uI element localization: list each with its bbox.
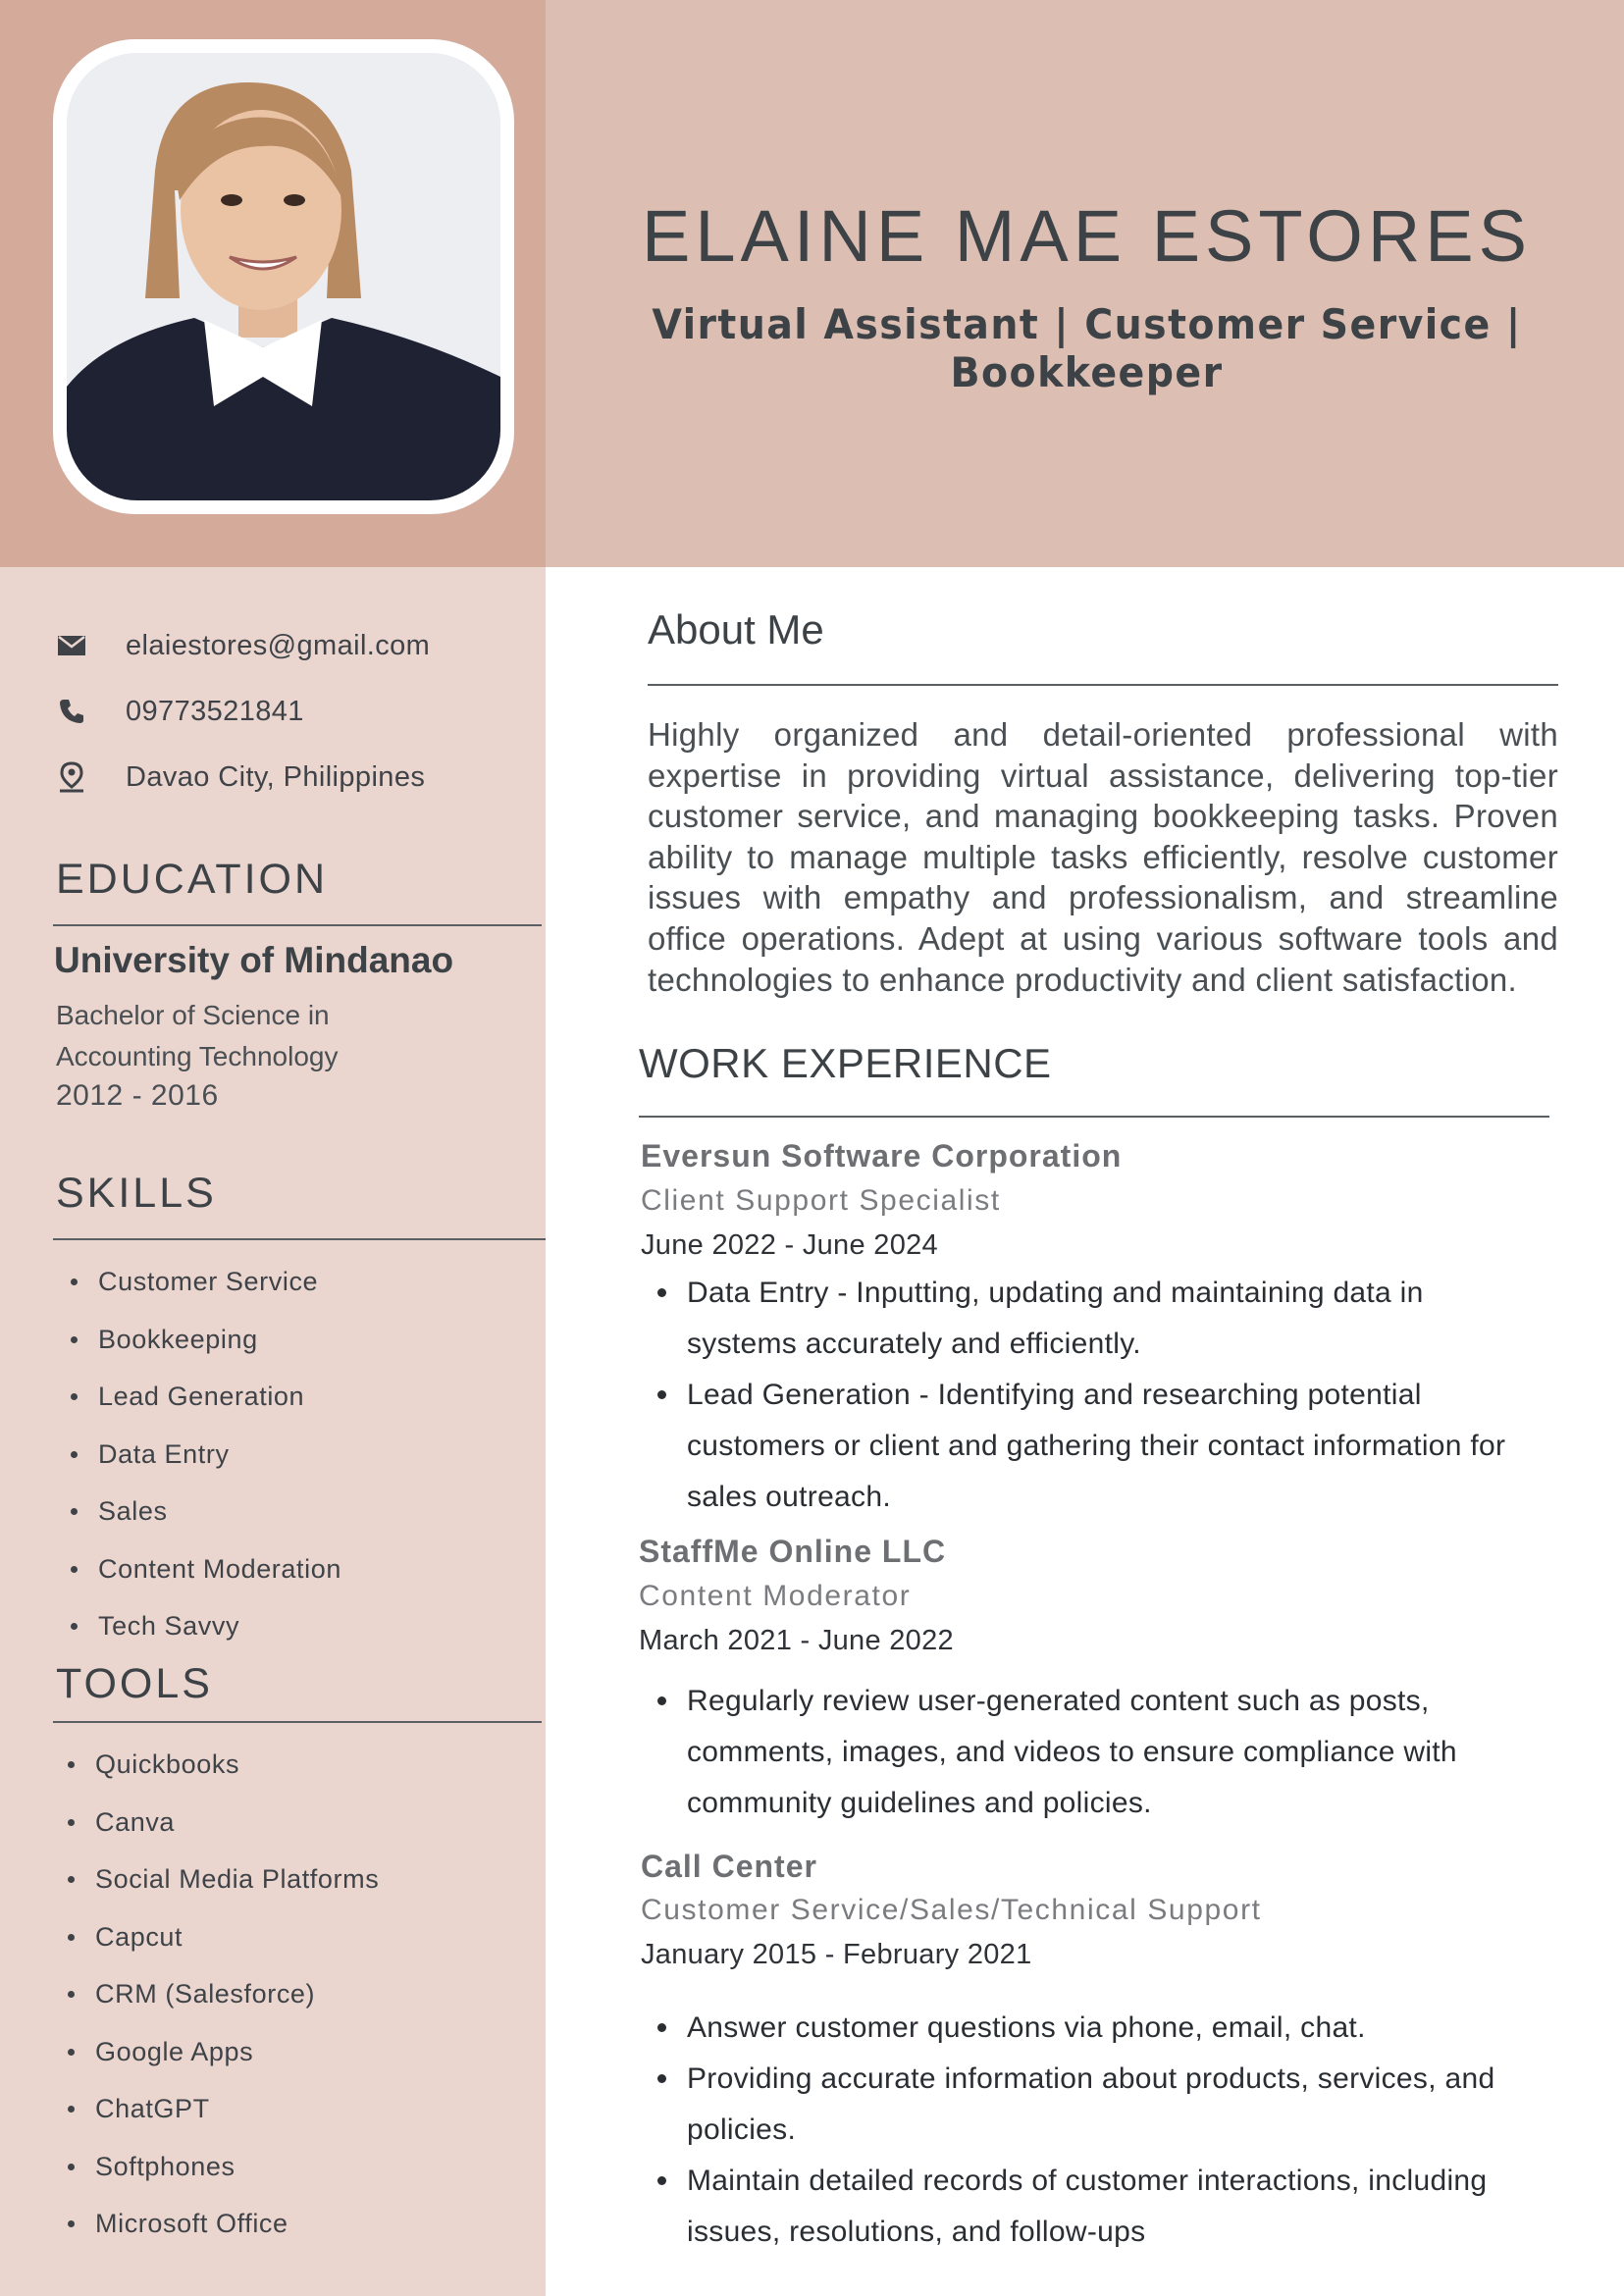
- contact-phone: [53, 692, 304, 731]
- job-company: StaffMe Online LLC: [639, 1534, 947, 1569]
- education-years: 2012 - 2016: [56, 1079, 219, 1112]
- about-text: Highly organized and detail-oriented professional with expertise in providing virtual assistance, delivering top-tier customer service, and managing bookkeeping tasks. Proven ability to manage multiple tasks efficiently, resolve customer issues with empathy and professionalism, and streamline office operations. Adept at using various software tools and technologies to enhance productivity and client satisfaction.: [648, 716, 1558, 998]
- skill-item: Lead Generation: [57, 1368, 341, 1426]
- job-company: Eversun Software Corporation: [641, 1138, 1123, 1174]
- envelope-icon: [53, 629, 90, 662]
- contact-location: [53, 757, 425, 797]
- candidate-name: ELAINE MAE ESTORES: [642, 195, 1532, 277]
- tools-divider: [53, 1721, 542, 1723]
- job-dates: January 2015 - February 2021: [641, 1939, 1032, 1970]
- school-name: University of Mindanao: [54, 940, 454, 980]
- tool-item: Microsoft Office: [54, 2195, 379, 2253]
- job-bullet: Lead Generation - Identifying and researching potential customers or client and gathering their contact information for sales outreach.: [648, 1370, 1531, 1523]
- skill-item: Bookkeeping: [57, 1311, 341, 1369]
- job-dates: March 2021 - June 2022: [639, 1625, 954, 1656]
- tools-list: [54, 1736, 379, 2253]
- degree-line-2: Accounting Technology: [56, 1041, 339, 1071]
- job-role: Client Support Specialist: [641, 1184, 1001, 1217]
- location-text: Davao City, Philippines: [126, 760, 426, 793]
- skill-item: Content Moderation: [57, 1540, 341, 1598]
- tool-item: ChatGPT: [54, 2080, 379, 2138]
- tool-item: Social Media Platforms: [54, 1851, 379, 1908]
- contact-email: [53, 626, 430, 665]
- photo-frame: [53, 39, 514, 514]
- about-heading: About Me: [648, 606, 824, 652]
- tool-item: Softphones: [54, 2138, 379, 2196]
- photo-panel: [0, 0, 546, 567]
- tool-item: Canva: [54, 1794, 379, 1852]
- job-dates: June 2022 - June 2024: [641, 1229, 938, 1261]
- skills-divider: [53, 1238, 546, 1240]
- work-divider: [639, 1116, 1549, 1118]
- tools-heading: TOOLS: [56, 1660, 213, 1707]
- skills-heading: SKILLS: [56, 1170, 217, 1217]
- tool-item: Quickbooks: [54, 1736, 379, 1794]
- job-bullet: Data Entry - Inputting, updating and maintaining data in systems accurately and efficiently.: [648, 1268, 1531, 1370]
- skill-item: Tech Savvy: [57, 1597, 341, 1655]
- job-bullet: Answer customer questions via phone, email, chat.: [648, 2003, 1531, 2054]
- phone-text: 09773521841: [126, 695, 304, 727]
- job-bullet: Maintain detailed records of customer interactions, including issues, resolutions, and follow-ups: [648, 2156, 1531, 2258]
- profile-photo: [67, 53, 500, 500]
- job-bullets: [648, 2003, 1531, 2258]
- degree: [56, 995, 338, 1077]
- location-pin-icon: [53, 760, 90, 794]
- skill-item: Data Entry: [57, 1426, 341, 1484]
- job-company: Call Center: [641, 1849, 817, 1884]
- job-bullet: Regularly review user-generated content such as posts, comments, images, and videos to ensure compliance with community guidelines and policies.: [648, 1676, 1531, 1829]
- degree-line-1: Bachelor of Science in: [56, 1000, 330, 1030]
- education-divider: [53, 924, 542, 926]
- skills-list: [57, 1253, 341, 1655]
- tool-item: CRM (Salesforce): [54, 1965, 379, 2023]
- job-role: Customer Service/Sales/Technical Support: [641, 1894, 1262, 1926]
- skill-item: Customer Service: [57, 1253, 341, 1311]
- about-divider: [648, 684, 1558, 686]
- phone-icon: [53, 695, 90, 728]
- email-text: elaiestores@gmail.com: [126, 629, 431, 661]
- job-bullets: [648, 1268, 1531, 1523]
- job-role: Content Moderator: [639, 1580, 912, 1612]
- tool-item: Google Apps: [54, 2023, 379, 2081]
- tool-item: Capcut: [54, 1908, 379, 1966]
- work-heading: WORK EXPERIENCE: [639, 1040, 1052, 1086]
- skill-item: Sales: [57, 1483, 341, 1540]
- job-bullets: [648, 1676, 1531, 1829]
- education-heading: EDUCATION: [56, 856, 329, 903]
- job-bullet: Providing accurate information about products, services, and policies.: [648, 2054, 1531, 2156]
- candidate-subtitle: Virtual Assistant | Customer Service | Bookkeeper: [652, 300, 1522, 396]
